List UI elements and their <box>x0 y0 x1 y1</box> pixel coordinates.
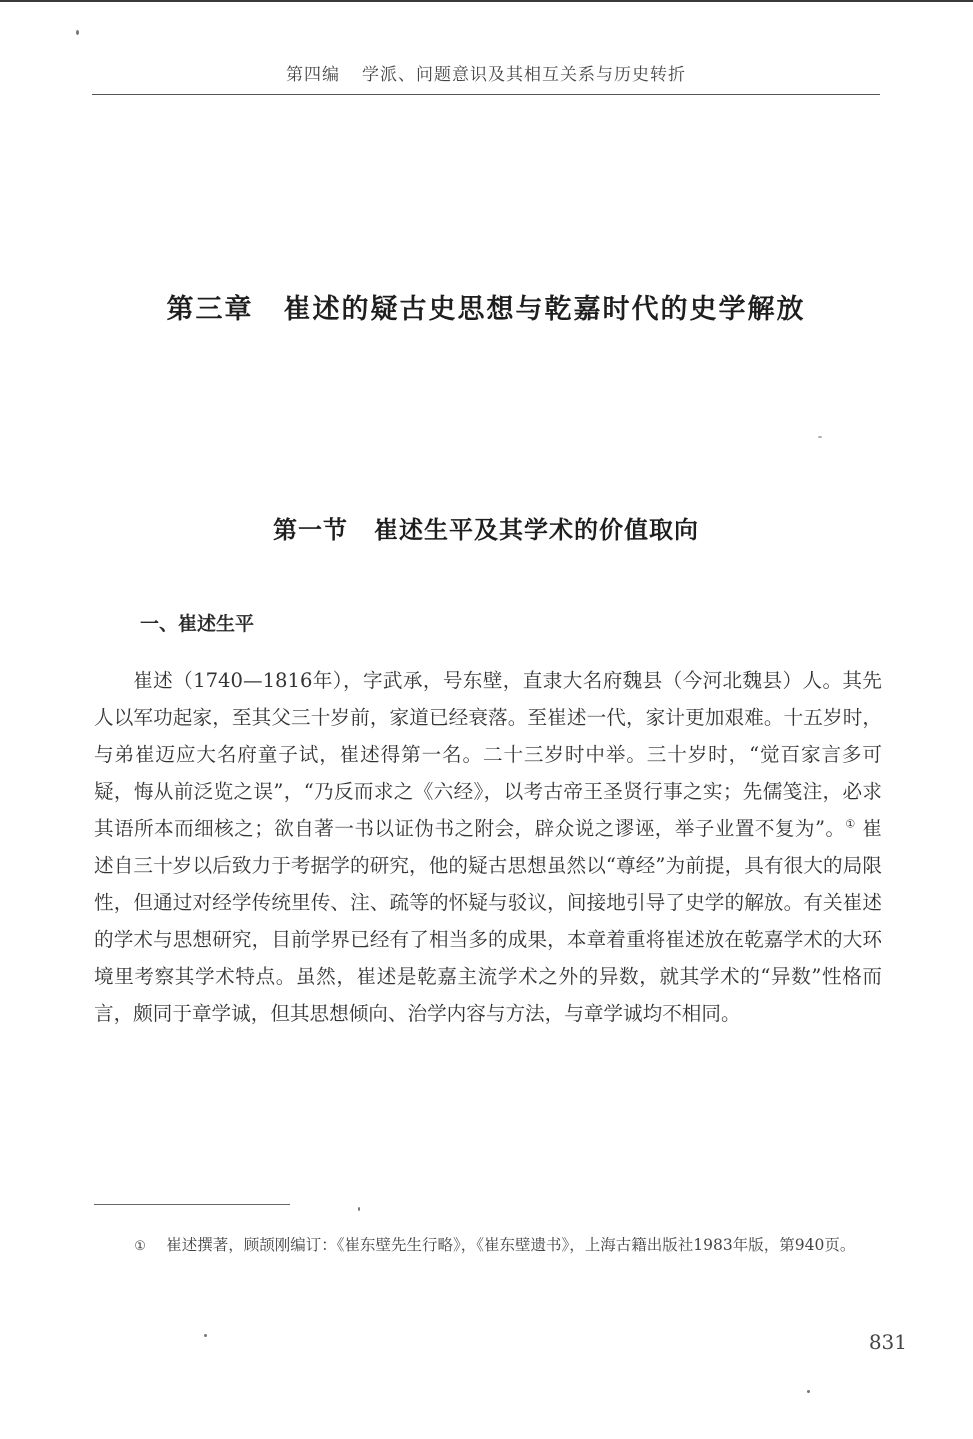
chapter-heading <box>92 287 880 326</box>
page-top-edge <box>0 0 973 2</box>
scan-speck <box>204 1334 207 1337</box>
page-number: 831 <box>868 1330 907 1354</box>
header-rule <box>92 94 880 95</box>
running-header-part: 第四编 <box>286 65 340 85</box>
scan-speck <box>76 30 79 35</box>
footnote-rule <box>94 1204 290 1205</box>
section-title: 崔述生平及其学术的价值取向 <box>374 515 699 544</box>
chapter-title: 崔述的疑古史思想与乾嘉时代的史学解放 <box>283 294 806 325</box>
scan-speck <box>818 436 822 438</box>
body-text-before-note: 崔述（1740—1816年），字武承，号东壁，直隶大名府魏县（今河北魏县）人。其先人以军功起家，至其父三十岁前，家道已经衰落。至崔述一代，家计更加艰难。十五岁时，与弟崔迈应大名府童子试，崔述得第一名。二十三岁时中举。三十岁时，“觉百家言多可疑，悔从前泛览之误”，“乃反而求之《六经》，以考古帝王圣贤行事之实；先儒笺注，必求其语所本而细核之；欲自著一书以证伪书之附会，辟众说之谬诬，举子业置不复为”。 <box>94 669 882 840</box>
body-paragraph <box>94 662 882 1032</box>
section-heading <box>92 510 880 545</box>
chapter-number: 第三章 <box>166 294 254 325</box>
running-header-title: 学派、问题意识及其相互关系与历史转折 <box>362 65 686 85</box>
footnote-text: 崔述撰著，顾颉刚编订：《崔东壁先生行略》，《崔东壁遗书》，上海古籍出版社1983年版，第940页。 <box>166 1236 856 1254</box>
section-number: 第一节 <box>273 515 348 544</box>
body-text-after-note: 崔述自三十岁以后致力于考据学的研究，他的疑古思想虽然以“尊经”为前提，具有很大的局限性，但通过对经学传统里传、注、疏等的怀疑与驳议，间接地引导了史学的解放。有关崔述的学术与思想研究，目前学界已经有了相当多的成果，本章着重将崔述放在乾嘉学术的大环境里考察其学术特点。虽然，崔述是乾嘉主流学术之外的异数，就其学术的“异数”性格而言，颇同于章学诚，但其思想倾向、治学内容与方法，与章学诚均不相同。 <box>94 817 882 1025</box>
running-header <box>92 60 880 85</box>
footnote <box>94 1230 882 1262</box>
footnote-reference[interactable]: ① <box>845 817 856 831</box>
subsection-heading: 一、崔述生平 <box>140 613 255 635</box>
scan-speck <box>807 1390 810 1393</box>
scan-speck <box>358 1207 360 1211</box>
footnote-mark: ① <box>134 1239 146 1254</box>
